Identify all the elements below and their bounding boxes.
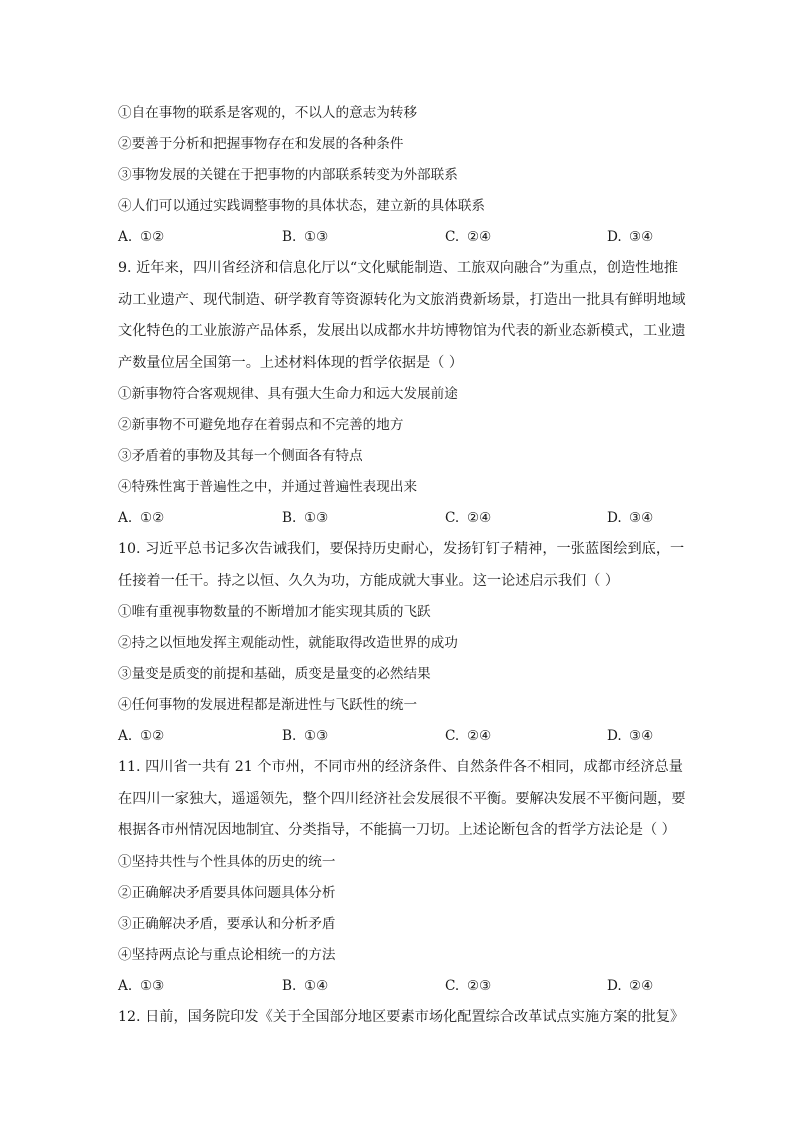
q10-option-a: A. ①② — [118, 728, 165, 744]
q9-stem-line: 9. 近年来，四川省经济和信息化厅以“文化赋能制造、工旅双向融合”为重点，创造性地推 — [118, 260, 678, 276]
q10-option-c: C. ②④ — [445, 728, 492, 744]
question-8-items — [118, 98, 678, 222]
q9-item-4: ④特殊性寓于普遍性之中，并通过普遍性表现出来 — [118, 479, 418, 495]
q10-options — [118, 721, 678, 752]
q11-item-4: ④坚持两点论与重点论相统一的方法 — [118, 946, 336, 963]
q8-item-1: ①自在事物的联系是客观的，不以人的意志为转移 — [118, 105, 418, 121]
q9-stem-line: 产数量位居全国第一。上述材料体现的哲学依据是（ ） — [118, 354, 464, 371]
q11-option-d: D. ②④ — [607, 977, 654, 994]
question-10 — [118, 534, 685, 752]
q11-option-a: A. ①③ — [118, 977, 165, 994]
q10-option-d: D. ③④ — [607, 728, 654, 744]
question-9 — [118, 253, 686, 534]
q10-item-2: ②持之以恒地发挥主观能动性，就能取得改造世界的成功 — [118, 635, 458, 651]
q9-item-2: ②新事物不可避免地存在着弱点和不完善的地方 — [118, 417, 404, 433]
exam-page — [118, 98, 686, 1033]
q10-item-3: ③量变是质变的前提和基础，质变是量变的必然结果 — [118, 666, 431, 682]
q8-option-c: C. ②④ — [445, 229, 492, 245]
q10-option-b: B. ①③ — [282, 728, 329, 744]
q9-item-3: ③矛盾着的事物及其每一个侧面各有特点 — [118, 448, 363, 464]
question-11 — [118, 752, 686, 1002]
q12-stem-line: 12. 日前，国务院印发《关于全国部分地区要素市场化配置综合改革试点实施方案的批复》 — [118, 1008, 685, 1025]
q9-option-c: C. ②④ — [445, 510, 492, 526]
q8-option-a: A. ①② — [118, 229, 165, 245]
q8-item-2: ②要善于分析和把握事物存在和发展的各种条件 — [118, 136, 404, 152]
q11-item-3: ③正确解决矛盾，要承认和分析矛盾 — [118, 915, 336, 932]
q8-options — [118, 222, 678, 253]
q11-stem-line: 根据各市州情况因地制宜、分类指导，不能搞一刀切。上述论断包含的哲学方法论是（ ） — [118, 822, 676, 838]
q8-item-3: ③事物发展的关键在于把事物的内部联系转变为外部联系 — [118, 167, 458, 183]
q9-stem-line: 动工业遗产、现代制造、研学教育等资源转化为文旅消费新场景，打造出一批具有鲜明地域 — [118, 291, 686, 308]
q11-item-1: ①坚持共性与个性具体的历史的统一 — [118, 853, 336, 870]
q8-option-b: B. ①③ — [282, 229, 329, 245]
q11-options — [118, 971, 678, 1002]
q9-options — [118, 503, 678, 534]
q9-item-1: ①新事物符合客观规律、具有强大生命力和远大发展前途 — [118, 386, 458, 402]
q8-option-d: D. ③④ — [607, 229, 654, 245]
q10-stem-line: 10. 习近平总书记多次告诫我们，要保持历史耐心，发扬钉钉子精神，一张蓝图绘到底，一 — [118, 541, 685, 557]
q11-stem-line: 在四川一家独大，遥遥领先，整个四川经济社会发展很不平衡。要解决发展不平衡问题，要 — [118, 790, 686, 807]
q11-stem-line: 11. 四川省一共有 21 个市州，不同市州的经济条件、自然条件各不相同，成都市经济总量 — [118, 759, 683, 775]
q10-stem-line: 任接着一任干。持之以恒、久久为功，方能成就大事业。这一论述启示我们（ ） — [118, 572, 620, 589]
q10-item-1: ①唯有重视事物数量的不断增加才能实现其质的飞跃 — [118, 604, 431, 620]
q11-option-b: B. ①④ — [282, 977, 329, 994]
q9-option-b: B. ①③ — [282, 510, 329, 526]
q8-item-4: ④人们可以通过实践调整事物的具体状态，建立新的具体联系 — [118, 198, 486, 214]
q9-stem-line: 文化特色的工业旅游产品体系，发展出以成都水井坊博物馆为代表的新业态新模式，工业遗 — [118, 323, 686, 339]
q11-item-2: ②正确解决矛盾要具体问题具体分析 — [118, 884, 336, 901]
q9-option-a: A. ①② — [118, 510, 165, 526]
q10-item-4: ④任何事物的发展进程都是渐进性与飞跃性的统一 — [118, 697, 418, 713]
q11-option-c: C. ②③ — [445, 977, 492, 994]
q9-option-d: D. ③④ — [607, 510, 654, 526]
